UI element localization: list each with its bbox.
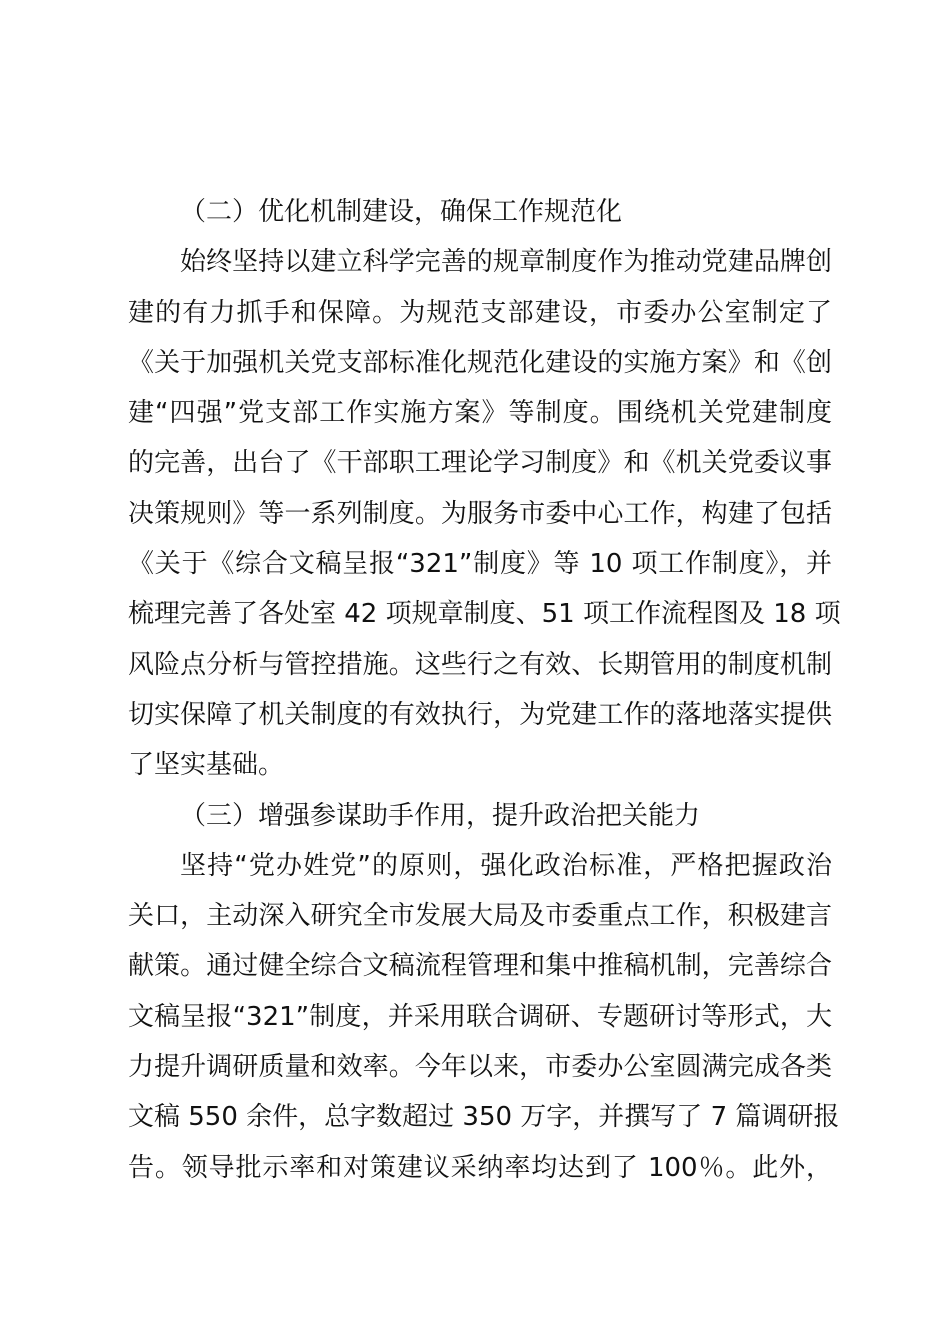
- paragraph-line: 力提升调研质量和效率。今年以来，市委办公室圆满完成各类: [128, 1052, 832, 1083]
- paragraph-line: 了坚实基础。: [128, 750, 285, 781]
- paragraph-line: 决策规则》等一系列制度。为服务市委中心工作，构建了包括: [128, 498, 832, 529]
- document-body: [128, 187, 841, 1193]
- paragraph-line: 风险点分析与管控措施。这些行之有效、长期管用的制度机制: [128, 649, 832, 680]
- paragraph-line: 献策。通过健全综合文稿流程管理和集中推稿机制，完善综合: [128, 951, 832, 982]
- paragraph-line: 《关于加强机关党支部标准化规范化建设的实施方案》和《创: [128, 347, 832, 378]
- section-heading-2: （二）优化机制建设，确保工作规范化: [180, 197, 623, 227]
- paragraph-line: 建“四强”党支部工作实施方案》等制度。围绕机关党建制度: [128, 398, 832, 429]
- paragraph-line: 文稿呈报“321”制度，并采用联合调研、专题研讨等形式，大: [128, 1001, 832, 1032]
- paragraph-line: 建的有力抓手和保障。为规范支部建设，市委办公室制定了: [128, 297, 832, 328]
- paragraph-line: 切实保障了机关制度的有效执行，为党建工作的落地落实提供: [128, 699, 832, 730]
- paragraph-line: 始终坚持以建立科学完善的规章制度作为推动党建品牌创: [180, 247, 832, 278]
- paragraph-line: 关口，主动深入研究全市发展大局及市委重点工作，积极建言: [128, 901, 832, 932]
- section-heading-3: （三）增强参谋助手作用，提升政治把关能力: [180, 800, 701, 831]
- paragraph-line: 《关于《综合文稿呈报“321”制度》等 10 项工作制度》，并: [128, 549, 832, 580]
- paragraph-line: 告。领导批示率和对策建议采纳率均达到了 100％。此外，: [128, 1152, 832, 1183]
- paragraph-line: 坚持“党办姓党”的原则，强化政治标准，严格把握政治: [180, 850, 832, 881]
- paragraph-line: 的完善，出台了《干部职工理论学习制度》和《机关党委议事: [128, 448, 832, 479]
- paragraph-line: 文稿 550 余件，总字数超过 350 万字，并撰写了 7 篇调研报: [128, 1102, 840, 1133]
- paragraph-line: 梳理完善了各处室 42 项规章制度、51 项工作流程图及 18 项: [128, 599, 841, 630]
